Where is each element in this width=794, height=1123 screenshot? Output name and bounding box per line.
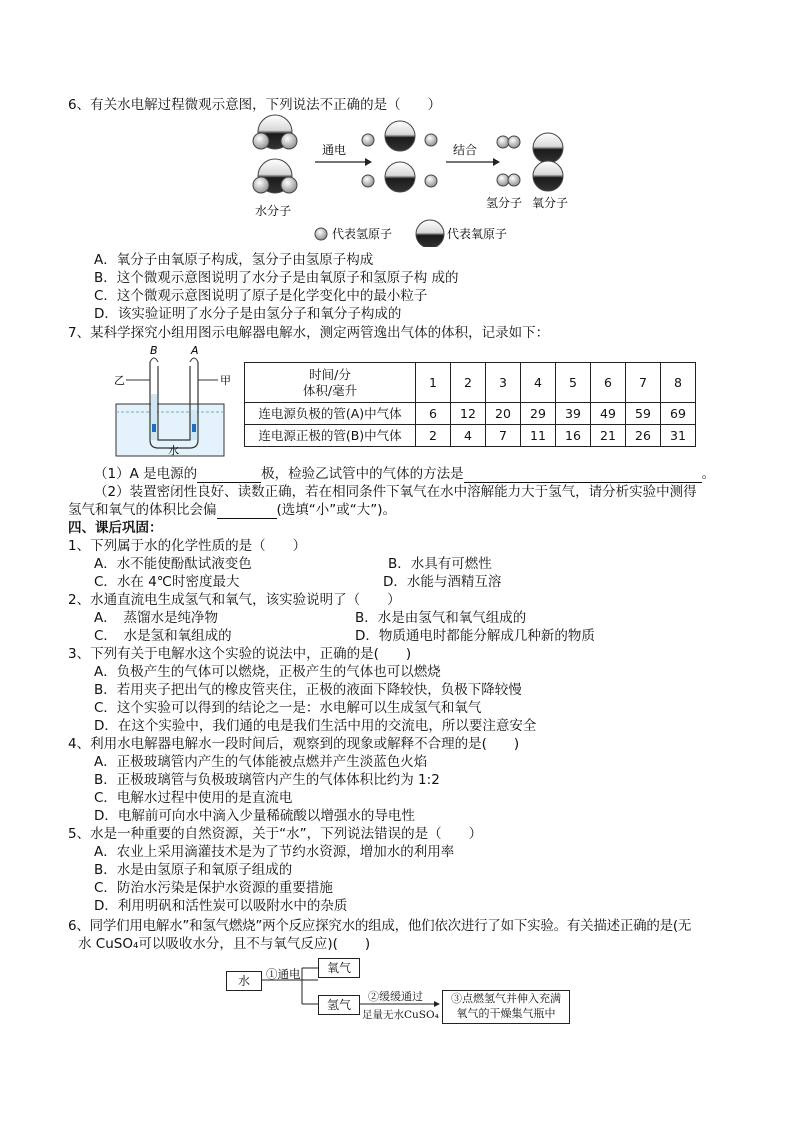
time-cell: 1 — [416, 363, 451, 403]
time-cell: 3 — [486, 363, 521, 403]
label-tube-a: A — [191, 344, 199, 357]
q6a-option-c: C．这个微观示意图说明了原子是化学变化中的最小粒子 — [94, 288, 428, 304]
table-cell: 2 — [416, 425, 451, 447]
q1-option-c: C．水在 4℃时密度最大 — [94, 574, 240, 590]
label-water-molecule: 水分子 — [255, 204, 292, 218]
q7-sub2-line2: 氢气和氧气的体积比会偏 (选填“小”或“大”)。 — [68, 502, 397, 518]
box-hydrogen: 氢气 — [318, 995, 360, 1015]
label-hydrogen-molecule: 氢分子 — [486, 196, 523, 210]
table-cell: 59 — [626, 403, 661, 425]
table-cell: 6 — [416, 403, 451, 425]
label-tube-b: B — [150, 344, 158, 357]
q1-stem: 1、下列属于水的化学性质的是（ ） — [68, 538, 307, 554]
time-cell: 8 — [661, 363, 696, 403]
table-cell: 31 — [661, 425, 696, 447]
time-cell: 5 — [556, 363, 591, 403]
water-molecule-1 — [253, 115, 297, 149]
time-cell: 4 — [521, 363, 556, 403]
time-cell: 6 — [591, 363, 626, 403]
question-6-stem: 6、有关水电解过程微观示意图，下列说法不正确的是（ ） — [68, 97, 442, 113]
table-cell: 39 — [556, 403, 591, 425]
q4-stem: 4、利用水电解器电解水一段时间后，观察到的现象或解释不合理的是( ) — [68, 736, 520, 752]
q5-option-d: D．利用明矾和活性炭可以吸附水中的杂质 — [94, 898, 348, 914]
time-cell: 7 — [626, 363, 661, 403]
q3-option-d: D．在这个实验中，我们通的电是我们生活中用的交流电，所以要注意安全 — [94, 718, 537, 734]
table-cell: 21 — [591, 425, 626, 447]
table-cell: 16 — [556, 425, 591, 447]
q1-option-d: D．水能与酒精互溶 — [383, 574, 502, 590]
table-cell: 11 — [521, 425, 556, 447]
question-7-stem: 7、某科学探究小组用图示电解器电解水，测定两管逸出气体的体积，记录如下： — [68, 325, 550, 341]
box-water: 水 — [226, 971, 262, 991]
q4-option-c: C．电解水过程中使用的是直流电 — [94, 790, 293, 806]
q5-option-b: B．水是由氢原子和氧原子组成的 — [94, 862, 293, 878]
q6b-stem-line2: 水 CuSO₄可以吸收水分，且不与氧气反应)( ) — [78, 936, 371, 952]
q2-stem: 2、水通直流电生成氢气和氧气，该实验说明了（ ） — [68, 592, 401, 608]
row-label-positive: 连电源正极的管(B)中气体 — [245, 425, 416, 447]
arrow2-label: 结合 — [453, 143, 478, 157]
water-electrolysis-micro-diagram — [240, 112, 580, 247]
q3-option-c: C．这个实验可以得到的结论之一是：水电解可以生成氢气和氧气 — [94, 700, 482, 716]
q5-option-a: A．农业上采用滴灌技术是为了节约水资源，增加水的利用率 — [94, 844, 455, 860]
box-oxygen: 氧气 — [318, 958, 360, 978]
label-oxygen-molecule: 氧分子 — [532, 196, 569, 210]
q2-option-d: D．物质通电时都能分解成几种新的物质 — [355, 628, 595, 644]
section-title: 四、课后巩固： — [68, 520, 163, 536]
q1-option-b: B．水具有可燃性 — [388, 556, 492, 572]
table-cell: 20 — [486, 403, 521, 425]
legend-oxygen-atom: 代表氧原子 — [447, 227, 508, 241]
q4-option-d: D．电解前可向水中滴入少量稀硫酸以增强水的导电性 — [94, 808, 415, 824]
table-cell: 7 — [486, 425, 521, 447]
arrow1-label: 通电 — [322, 143, 347, 157]
q6b-stem-line1: 6、同学们用电解水”和氢气燃烧”两个反应探究水的组成，他们依次进行了如下实验。有关描述正确的是(无 — [68, 918, 692, 934]
q6a-option-d: D．该实验证明了水分子是由氢分子和氧分子构成的 — [94, 306, 402, 322]
q7-sub2-line1: （2）装置密闭性良好、读数正确，若在相同条件下氧气在水中溶解能力大于氢气，请分析实验中测得 — [94, 484, 697, 500]
q7-sub1: （1）A 是电源的 极，检验乙试管中的气体的方法是 。 — [94, 466, 716, 482]
q2-option-b: B．水是由氢气和氧气组成的 — [355, 610, 527, 626]
water-molecule-2 — [253, 159, 297, 193]
q5-option-c: C．防治水污染是保护水资源的重要措施 — [94, 880, 333, 896]
step2-top-label: ②缓缓通过 — [368, 990, 423, 1003]
q2-option-a: A． 蒸馏水是纯净物 — [94, 610, 218, 626]
label-jia: 甲 — [220, 374, 231, 387]
table-cell: 12 — [451, 403, 486, 425]
table-cell: 29 — [521, 403, 556, 425]
time-cell: 2 — [451, 363, 486, 403]
q3-option-a: A．负极产生的气体可以燃烧，正极产生的气体也可以燃烧 — [94, 664, 441, 680]
q4-option-b: B．正极玻璃管与负极玻璃管内产生的气体体积比约为 1:2 — [94, 772, 440, 788]
gas-volume-table — [244, 362, 696, 447]
step2-bottom-label: 足量无水CuSO₄ — [362, 1009, 439, 1021]
label-yi: 乙 — [114, 374, 125, 387]
q5-stem: 5、水是一种重要的自然资源，关于“水”，下列说法错误的是（ ） — [68, 826, 483, 842]
q6a-option-b: B．这个微观示意图说明了水分子是由氧原子和氢原子构 成的 — [94, 270, 459, 286]
blank-test-method[interactable] — [464, 468, 702, 483]
q2-option-c: C． 水是氢和氧组成的 — [94, 628, 232, 644]
q4-option-a: A．正极玻璃管内产生的气体能被点燃并产生淡蓝色火焰 — [94, 754, 428, 770]
table-cell: 49 — [591, 403, 626, 425]
q3-option-b: B．若用夹子把出气的橡皮管夹住，正极的液面下降较快，负极下降较慢 — [94, 682, 522, 698]
table-cell: 26 — [626, 425, 661, 447]
label-water-beaker: 水 — [168, 444, 179, 457]
row-label-negative: 连电源负极的管(A)中气体 — [245, 403, 416, 425]
box-step3: ③点燃氢气并伸入充满 氧气的干燥集气瓶中 — [442, 990, 570, 1024]
q6a-option-a: A．氧分子由氧原子构成，氢分子由氢原子构成 — [94, 252, 374, 268]
table-cell: 69 — [661, 403, 696, 425]
blank-ratio[interactable] — [217, 504, 277, 519]
table-header-cell: 时间/分 体积/毫升 — [245, 363, 416, 403]
blank-electrode[interactable] — [197, 468, 261, 483]
q3-stem: 3、下列有关于电解水这个实验的说法中，正确的是( ) — [68, 646, 412, 662]
legend-hydrogen-atom: 代表氢原子 — [332, 227, 393, 241]
step1-label: ①通电 — [266, 967, 301, 981]
table-cell: 4 — [451, 425, 486, 447]
electrolysis-apparatus — [112, 344, 238, 460]
q1-option-a: A．水不能使酚酞试液变色 — [94, 556, 252, 572]
